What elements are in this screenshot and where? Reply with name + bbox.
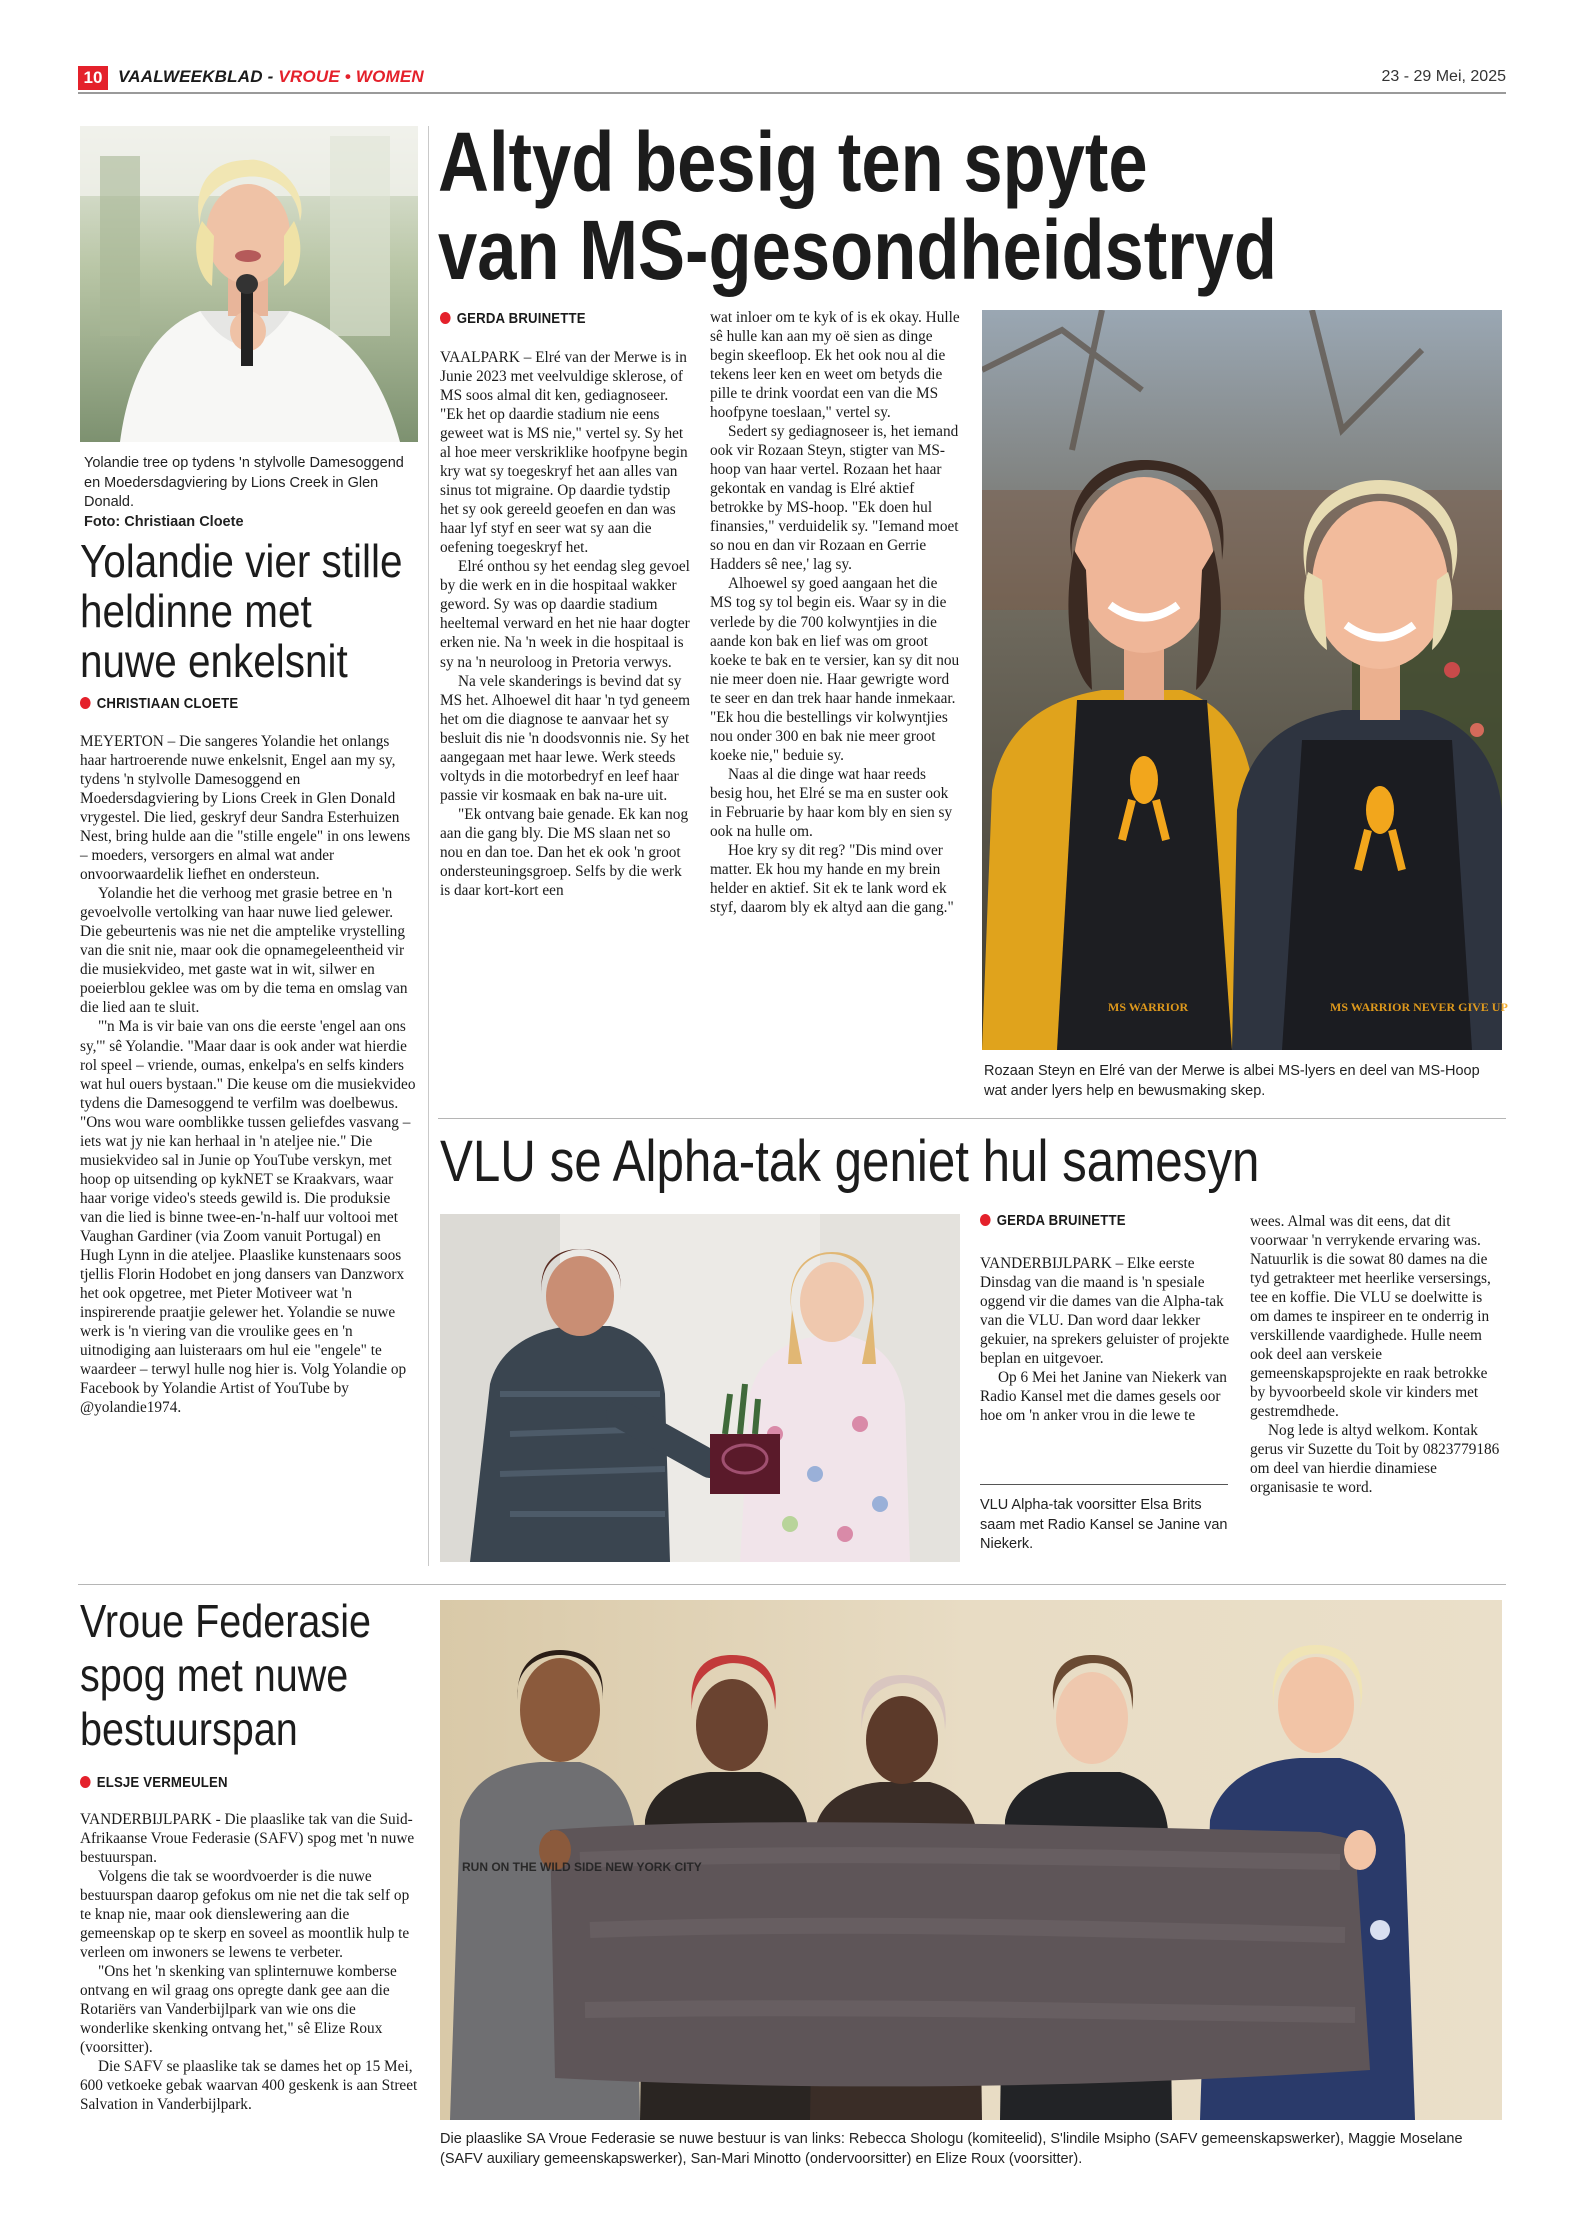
yolandie-article-body (80, 732, 416, 1417)
yolandie-photo (80, 126, 418, 442)
ms-paragraph: Alhoewel sy goed aangaan het die MS tog sy tol begin eis. Waar sy in die verlede by die 700 kolwyntjies in die aande kon bak en lief was om groot koeke te bak en te versier, kan sy dit nou nie meer doen nie. Haar gewrigte word te seer en dan trek haar hande inmekaar. "Ek hou die bestellings vir kolwyntjies nou onder 300 en bak nie meer groot koeke nie," beduie sy. (710, 575, 960, 764)
vlu-photo (440, 1214, 960, 1562)
safv-shirt-text: RUN ON THE WILD SIDE NEW YORK CITY (462, 1860, 702, 1874)
ms-headline (438, 115, 1278, 297)
ms-column-2 (710, 308, 962, 917)
safv-paragraph: VANDERBIJLPARK - Die plaaslike tak van die Suid-Afrikaanse Vroue Federasie (SAFV) spog met 'n nuwe bestuurspan. (80, 1811, 415, 1867)
ms-photo (982, 310, 1502, 1050)
vlu-paragraph: Nog lede is altyd welkom. Kontak gerus vir Suzette du Toit by 0823779186 om deel van hierdie dinamiese organisasie te word. (1250, 1422, 1500, 1497)
ms-paragraph: Elré onthou sy het eendag sleg gevoel by die werk en in die hospitaal wakker geword. Sy was op daardie stadium heeltemal verward en het nie haar dogter erken nie. Na 'n week in die hospitaal is sy na 'n neuroloog in Pretoria verwys. (440, 558, 690, 671)
ms-headline-text: Altyd besig ten spyte van MS-gesondheidstryd (438, 115, 1278, 297)
vlu-column-2 (1250, 1212, 1502, 1497)
safv-paragraph: Die SAFV se plaaslike tak se dames het op 15 Mei, 600 vetkoeke gebak waarvan 400 geskenk is aan Street Salvation in Vanderbijlpark. (80, 2058, 418, 2114)
vlu-column-1 (980, 1254, 1230, 1425)
safv-headline (80, 1594, 424, 1756)
ms-photo-caption: Rozaan Steyn en Elré van der Merwe is albei MS-lyers en deel van MS-Hoop wat ander lyers help en bewusmaking skep. (984, 1063, 1480, 1099)
vlu-headline (440, 1130, 1290, 1194)
section-name: VROUE • WOMEN (278, 67, 424, 86)
issue-date: 23 - 29 Mei, 2025 (1381, 68, 1506, 85)
vlu-paragraph: VANDERBIJLPARK – Elke eerste Dinsdag van die maand is 'n spesiale oggend vir die dames van die Alpha-tak van die VLU. Dan word daar lekker gekuier, na sprekers geluister of projekte beplan en uitgevoer. (980, 1255, 1230, 1368)
ms-column-1 (440, 348, 690, 900)
yolandie-headline-text: Yolandie vier stille heldinne met nuwe enkelsnit (80, 535, 403, 687)
safv-headline-text: Vroue Federasie spog met nuwe bestuurspan (80, 1595, 372, 1755)
vlu-caption-rule (980, 1484, 1228, 1485)
ms-shirt-text-right: MS WARRIOR NEVER GIVE UP (1330, 1000, 1508, 1014)
ms-paragraph: Hoe kry sy dit reg? "Dis mind over matter. Ek hou my hande en my brein helder en aktief. Sit ek te lank word ek styf, daarom bly ek altyd aan die gang." (710, 841, 954, 916)
ms-paragraph: "Ek ontvang baie genade. Ek kan nog aan die gang bly. Die MS slaan net so nou en dan toe. Dan het ek ook 'n groot ondersteuningsgroep. Selfs by die werk is daar kort-kort een (440, 805, 689, 899)
safv-paragraph: Volgens die tak se woordvoerder is die nuwe bestuurspan daarop gefokus om nie net die tak self op te knap nie, maar ook dienslewering aan die gemeenskap op te skerp en soveel as moontlik hulp te verleen om inwoners se lewens te verbeter. (80, 1868, 410, 1962)
safv-paragraph: "Ons het 'n skenking van splinternuwe komberse ontvang en wil graag ons opregte dank gee aan die Rotariërs van Vanderbijlpark van wie ons die wonderlike skenking ontvang het," sê Elize Roux (voorsitter). (80, 1963, 397, 2057)
publication-name (118, 67, 424, 87)
safv-article-body (80, 1810, 418, 2115)
ms-paragraph: VAALPARK – Elré van der Merwe is in Junie 2023 met veelvuldige sklerose, of MS soos almal dit ken, gediagnoseer. "Ek het op daardie stadium nie eens geweet wat is MS nie," vertel sy. Sy het al hoe meer verskriklike hoofpyne begin kry wat sy toegeskryf het aan alles van sinus tot migraine. Op daardie tydstip het sy ook gereeld geoefen en dan was haar lyf styf en seer wat sy aan die oefening toegeskryf het. (440, 349, 688, 557)
vlu-byline: GERDA BRUINETTE (980, 1212, 1126, 1229)
ms-byline: GERDA BRUINETTE (440, 310, 586, 327)
yolandie-caption-text: Yolandie tree op tydens 'n stylvolle Damesoggend en Moedersdagviering by Lions Creek in Glen Donald. (84, 455, 404, 511)
ms-paragraph: wat inloer om te kyk of is ek okay. Hulle sê hulle kan aan my oë sien as dinge begin skeefloop. Ek het ook nou al die tekens leer ken en weet om betyds die pille te drink voordat een van die MS hoofpyne toeslaan," vertel sy. (710, 309, 960, 422)
publication-title: VAALWEEKBLAD - (118, 67, 279, 86)
safv-photo-caption: Die plaaslike SA Vroue Federasie se nuwe bestuur is van links: Rebecca Shologu (komiteelid), S'lindile Msipho (SAFV gemeenskapswerker), Maggie Moselane (SAFV auxiliary gemeenskapswerker), San-Mari Minotto (ondervoorsitter) en Elize Roux (voorsitter). (440, 2131, 1463, 2167)
ms-paragraph: Na vele skanderings is bevind dat sy MS het. Alhoewel dit haar 'n tyd geneem het om die diagnose te aanvaar het sy besluit dis nie 'n doodsvonnis nie. Sy het aangegaan met haar lewe. Werk steeds voltyds in die motorbedryf en leef haar passie vir kosmaak en bak na-ure uit. (440, 672, 691, 804)
yolandie-paragraph: Yolandie het die verhoog met grasie betree en 'n gevoelvolle vertolking van haar nuwe lied gelewer. Die gebeurtenis was nie net die amptelike vrystelling van die snit nie, maar ook die opnamegeleentheid vir die musiekvideo, met gaste wat in wit, silwer en poeierblou geklee was om by die tema en omslag van die lied aan te sluit. (80, 885, 408, 1017)
column-divider (428, 126, 429, 1566)
section-divider (78, 1584, 1506, 1585)
ms-paragraph: Naas al die dinge wat haar reeds besig hou, het Elré se ma en suster ook in Februarie by haar kom bly en sien sy ook na hulle om. (710, 765, 953, 840)
vlu-paragraph: Op 6 Mei het Janine van Niekerk van Radio Kansel met die dames gesels oor hoe om 'n anker vrou in die lewe te (980, 1369, 1227, 1425)
safv-byline: ELSJE VERMEULEN (80, 1774, 228, 1791)
yolandie-byline: CHRISTIAAN CLOETE (80, 695, 238, 712)
yolandie-headline (80, 536, 407, 686)
yolandie-paragraph: "'n Ma is vir baie van ons die eerste 'engel aan ons sy,'" sê Yolandie. "Maar daar is ook ander wat hierdie rol speel – vriende, oumas, enkelpa's en selfs kinders wat hul ouers bystaan." Die keuse om die musiekvideo tydens die Damesoggend te verfilm was doelbewus. "Ons wou ware oomblikke tussen geliefdes vasvang – iets wat jy nie kan herhaal in 'n ateljee nie." Die musiekvideo sal in Junie op YouTube verskyn, met hoop op uitsending op kykNET se Kraakvars, waar haar vorige video's steeds gewild is. Die produksie van die lied is binne twee-en-'n-half uur voltooi met Vaughan Gardiner (via Zoom vanuit Portugal) en Hugh Lynn in die ateljee. Plaaslike kunstenaars soos tjellis Florin Hodobet en jong dansers van Danzworx het ook opgetree, met Pieter Motiveer wat 'n inspirerende praatjie gelewer het. Yolandie se nuwe werk is 'n viering van die vroulike gees en 'n uitnodiging aan luisteraars om hul eie "engele" te waardeer – terwyl hulle nog hier is. Volg Yolandie op Facebook by Yolandie Artist of YouTube by @yolandie1974. (80, 1018, 416, 1417)
ms-shirt-text-left: MS WARRIOR (1108, 1000, 1189, 1014)
page-header (78, 64, 1506, 94)
vlu-paragraph: wees. Almal was dit eens, dat dit voorwaar 'n verrykende ervaring was. Natuurlik is die sowat 80 dames na die tyd getrakteer met heerlike versersings, tee en koffie. Die VLU se doelwitte is om dames te inspireer en te onderrig in verskillende vaardighede. Hulle neem ook deel aan verskeie gemeenskapsprojekte en raak betrokke by byvoorbeeld skole vir kinders met gestremdhede. (1250, 1213, 1491, 1421)
vlu-headline-text: VLU se Alpha-tak geniet hul samesyn (440, 1129, 1260, 1194)
page-number: 10 (78, 66, 108, 90)
ms-paragraph: Sedert sy gediagnoseer is, het iemand ook vir Rozaan Steyn, stigter van MS-hoop van haar vertel. Rozaan het haar gekontak en vandag is Elré aktief betrokke by MS-hoop. "Ek doen hul finansies," verduidelik sy. "Iemand moet so nou en dan vir Rozaan en Gerrie Hadders sê nee,' lag sy. (710, 423, 959, 574)
section-divider (438, 1118, 1506, 1119)
yolandie-photo-credit: Foto: Christiaan Cloete (84, 513, 244, 530)
vlu-photo-caption: VLU Alpha-tak voorsitter Elsa Brits saam met Radio Kansel se Janine van Niekerk. (980, 1497, 1228, 1553)
yolandie-paragraph: MEYERTON – Die sangeres Yolandie het onlangs haar hartroerende nuwe enkelsnit, Engel aan my sy, tydens 'n stylvolle Damesoggend en Moedersdagviering by Lions Creek in Glen Donald vrygestel. Die lied, geskryf deur Sandra Esterhuizen Nest, bring hulde aan die "stille engele" in ons lewens – moeders, versorgers en almal wat ander onvoorwaardelik liefhet en ondersteun. (80, 733, 411, 884)
yolandie-caption (84, 454, 414, 532)
